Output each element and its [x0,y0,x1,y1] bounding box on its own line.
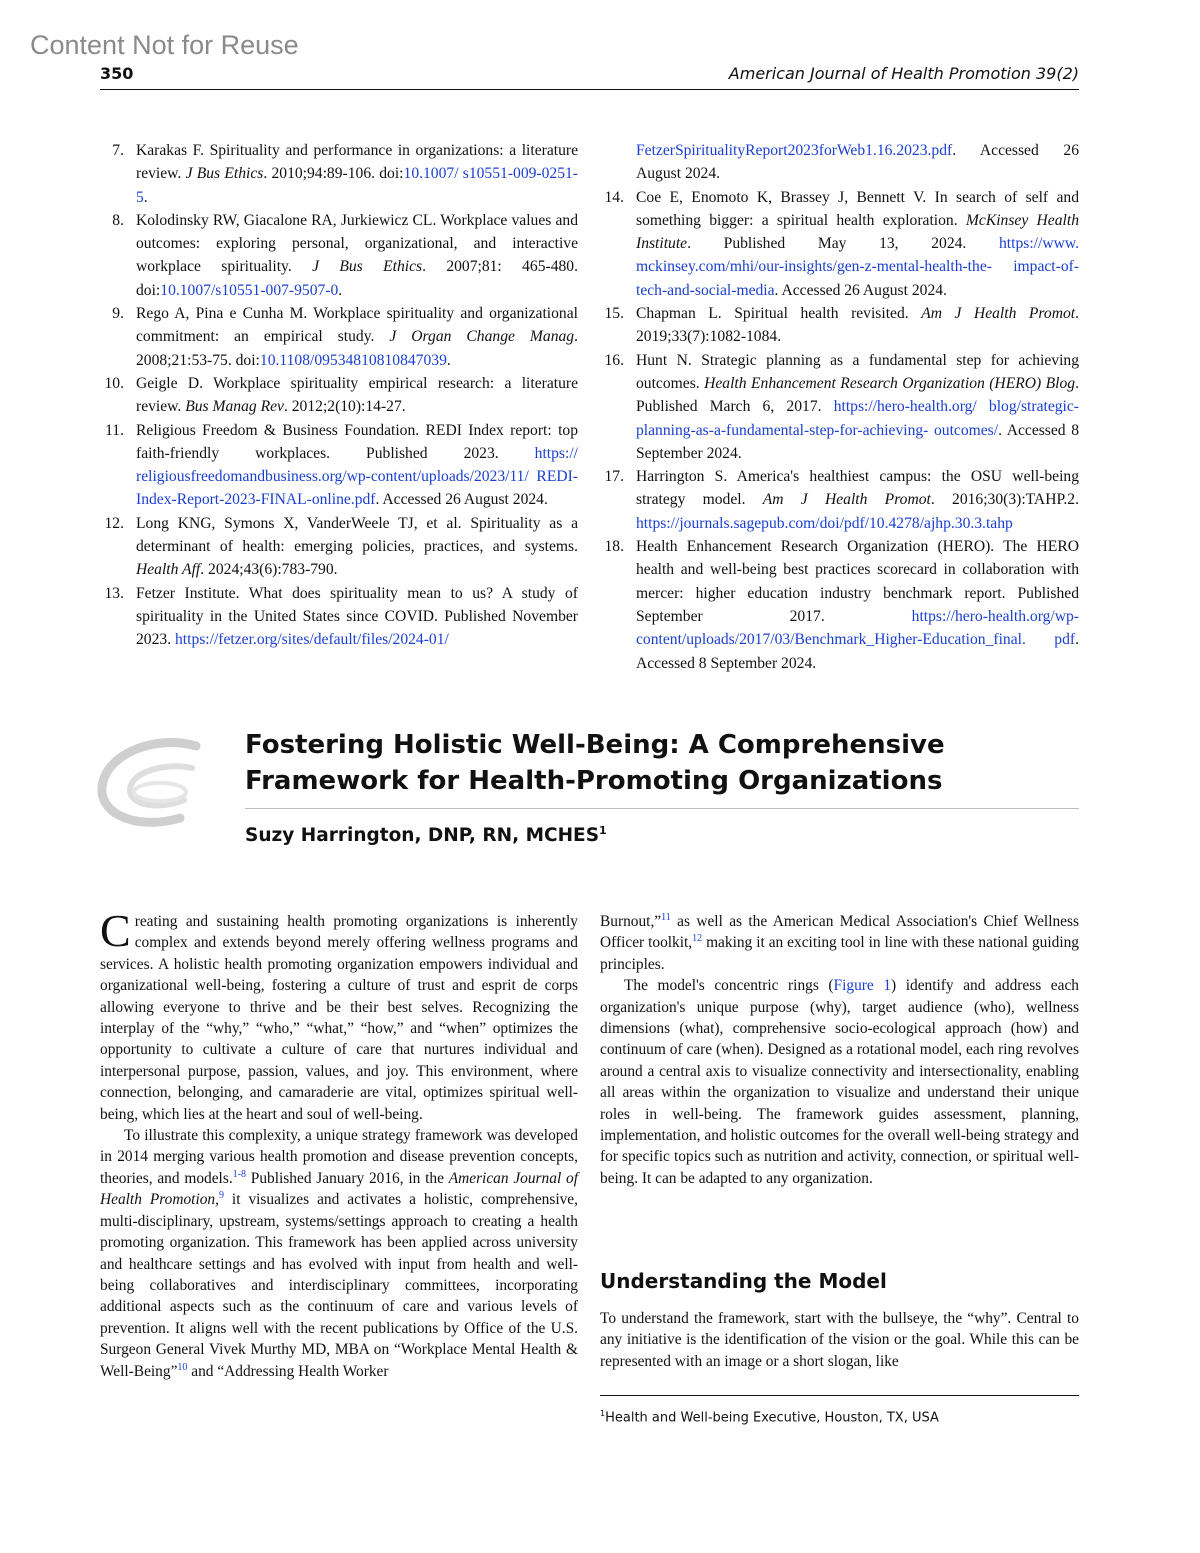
title-rule [245,808,1079,809]
reference-text: . 2019;33(7):1082-1084. [636,305,1079,346]
section-paragraph: To understand the framework, start with the bullseye, the “why”. Central to any initiative is the identification of the vision or the goal. While this can be represented with an image or a short slogan, like [600,1310,1079,1370]
reference-text: Long KNG, Symons X, VanderWeele TJ, et al. Spirituality as a determinant of health: emerging policies, practices, and systems. [136,514,578,556]
citation-link[interactable]: 11 [661,911,671,923]
text-span: The model's concentric rings ( [624,977,834,995]
reference-text: . Published March 6, 2017. [636,374,1079,416]
text-span: Published January 2016, in the [246,1169,449,1187]
reference-link[interactable]: https://hero-health.org/ blog/strategic-planning-as-a-fundamental-step-for-achieving- outcomes/ [636,398,1079,439]
reference-number: 15. [604,305,624,323]
reference-number: 11. [105,421,124,439]
reference-item [100,582,578,652]
reference-link[interactable]: 10.1108/09534810810847039 [259,351,447,369]
journal-name: American Journal of Health Promotion, [100,1169,578,1209]
reference-link[interactable]: 10.1007/s10551-007-9507-0 [160,281,339,299]
reference-journal: Health Aff [136,561,201,579]
watermark: Content Not for Reuse [30,30,299,60]
reference-text: Chapman L. Spiritual health revisited. [636,305,922,323]
reference-text: . Accessed 26 August 2024. [636,142,1079,183]
reference-number: 7. [112,142,124,159]
text-span: making it an exciting tool in line with these national guiding principles. [600,934,1079,973]
reference-text: . [446,351,451,369]
reference-item [600,535,1079,675]
reference-link[interactable]: 10.1007/ s10551-009-0251-5 [136,165,578,206]
reference-item [600,349,1079,465]
author-affiliation-marker: 1 [599,824,607,837]
reference-number: 12. [104,514,124,532]
reference-journal: Health Enhancement Research Organization (HERO) Blog [704,374,1076,392]
section-heading: Understanding the Model [600,1269,887,1293]
reference-text: Rego A, Pina e Cunha M. Workplace spirituality and organizational commitment: an empirical study. [136,305,578,346]
reference-text: Geigle D. Workplace spirituality empirical research: a literature review. [136,374,578,416]
reference-text: . 2016;30(3):TAHP.2. [930,491,1079,509]
reference-journal: McKinsey Health Institute [636,211,1079,253]
reference-number: 14. [604,188,624,206]
framework-paragraph [100,1125,578,1382]
text-span: as well as the American Medical Association's Chief Wellness Officer toolkit, [600,913,1079,952]
reference-text: . [338,281,343,299]
affiliation-footnote [600,1409,939,1425]
reference-journal: J Bus Ethics [312,258,423,276]
reference-link[interactable]: FetzerSpiritualityReport2023forWeb1.16.2023.pdf [636,142,953,159]
journal-title: American Journal of Health Promotion 39(2) [728,64,1079,83]
reference-item [600,139,1079,186]
reference-number: 18. [604,538,624,556]
article-title-line-2: Framework for Health-Promoting Organizations [245,766,943,796]
reference-text: Hunt N. Strategic planning as a fundamental step for achieving outcomes. [636,351,1079,392]
reference-number: 13. [104,584,124,602]
page-number: 350 [100,64,134,83]
body-left-column [100,905,578,1382]
reference-text: Coe E, Enomoto K, Brassey J, Bennett V. In search of self and something bigger: a spiritual health exploration. [636,188,1079,229]
reference-text: Harrington S. America's healthiest campus: the OSU well-being strategy model. [636,468,1079,509]
references-left-column [100,139,578,652]
reference-text: Karakas F. Spirituality and performance in organizations: a literature review. [136,142,578,183]
reference-text: . Accessed 8 September 2024. [636,631,1079,672]
reference-text: . 2007;81: 465-480. doi: [136,258,578,299]
reference-number: 17. [604,468,624,486]
reference-text: . Accessed 26 August 2024. [774,281,947,299]
article-title [245,727,1005,799]
references-right-column [600,139,1079,675]
citation-link[interactable]: 10 [177,1361,188,1373]
reference-item [100,209,578,302]
text-span: ) identify and address each organization's unique purpose (why), target audience (who), wellness dimensions (what), comprehensive socio-ecological approach (how) and continuum of care (when). Designed as a rotational model, each ring revolves around a central axis to visualize connectivity and intersectionality, enabling all areas within the organization to visualize and understand their unique roles in well-being. The framework guides assessment, planning, implementation, and holistic outcomes for the overall well-being strategy and for specific topics such as nutrition and activity, connection, or spiritual well-being. It can be adapted to any organization. [600,977,1079,1187]
reference-number: 16. [604,351,624,369]
article-author [245,824,607,846]
figure-1-link[interactable]: Figure 1 [833,977,892,995]
reference-text: . 2008;21:53-75. doi: [136,328,578,369]
reference-text: . [143,188,148,206]
reference-item [600,302,1079,349]
reference-item [100,512,578,582]
reference-link[interactable]: https:// religiousfreedomandbusiness.org/wp-content/uploads/2023/11/ REDI-Index-Report-2023-FINAL-online.pdf [136,444,578,509]
reference-text: . Accessed 8 September 2024. [636,421,1079,462]
reference-text: . 2012;2(10):14-27. [283,398,406,416]
drop-cap: C [100,905,131,956]
footnote-marker: 1 [600,1409,606,1418]
reference-link[interactable]: https://journals.sagepub.com/doi/pdf/10.4278/ajhp.30.3.tahp [636,514,1013,532]
author-name: Suzy Harrington, DNP, RN, MCHES [245,825,600,847]
citation-link[interactable]: 9 [218,1190,224,1202]
text-span: To illustrate this complexity, a unique strategy framework was developed in 2014 merging various health promotion and disease prevention concepts, theories, and models. [100,1127,578,1187]
reference-number: 9. [112,305,124,323]
reference-item [600,465,1079,535]
reference-journal: J Bus Ethics [185,165,264,183]
reference-item [100,302,578,372]
reference-journal: J Organ Change Manag [389,328,575,346]
header-rule [100,89,1079,90]
body-right-column [600,911,1079,1189]
reference-text: Religious Freedom & Business Foundation. REDI Index report: top faith-friendly workplaces. Published 2023. [136,421,578,462]
intro-paragraph [100,905,578,1125]
reference-link[interactable]: https://hero-health.org/wp- content/uploads/2017/03/Benchmark_Higher-Education_final. pdf [636,607,1079,649]
reference-text: Health Enhancement Research Organization (HERO). The HERO health and well-being best practices scorecard in collaboration with mercer: higher education industry benchmark report. Published September 2017. [636,538,1079,625]
intro-text: reating and sustaining health promoting organizations is inherently complex and extends beyond merely offering wellness programs and services. A holistic health promoting organization empowers individual and organizational well-being, fostering a culture of trust and esprit de corps allowing everyone to thrive and be their best selves. Recognizing the interplay of the “why,” “who,” “what,” “how,” and “when” optimizes the opportunity to cultivate a culture of care that nurtures individual and interpersonal purpose, passion, values, and joy. This environment, where connection, belonging, and camaraderie are vital, optimizes spiritual well-being, which lies at the heart and soul of well-being. [100,913,578,1123]
reference-text: . Accessed 26 August 2024. [375,491,548,509]
reference-journal: Am J Health Promot [921,305,1076,323]
reference-link[interactable]: https://www. mckinsey.com/mhi/our-insights/gen-z-mental-health-the- impact-of-tech-and-social-media [636,235,1079,299]
reference-number: 10. [104,374,124,392]
citation-link[interactable]: 1-8 [232,1168,247,1180]
reference-link[interactable]: https://fetzer.org/sites/default/files/2024-01/ [174,631,449,649]
reference-text: Kolodinsky RW, Giacalone RA, Jurkiewicz CL. Workplace values and outcomes: exploring personal, organizational, and interactive workplace spirituality. [136,211,578,276]
footnote-text: Health and Well-being Executive, Houston, TX, USA [605,1410,939,1426]
reference-text: . 2024;43(6):783-790. [200,561,338,579]
text-span: and “Addressing Health Worker [187,1362,389,1380]
continuation-paragraph [600,911,1079,975]
reference-text: . 2010;94:89-106. doi: [263,165,404,183]
footnote-rule [600,1395,1079,1396]
text-span: it visualizes and activates a holistic, comprehensive, multi-disciplinary, upstream, systems/settings approach to creating a health promoting organization. This framework has been applied across university and healthcare settings and has evolved with input from health and well-being collaboratives and interdisciplinary committees, incorporating additional aspects such as the continuum of care and various levels of prevention. It aligns well with the recent publications by Office of the U.S. Surgeon General Vivek Murthy MD, MBA on “Workplace Mental Health & Well-Being” [100,1191,578,1380]
reference-text: . Published May 13, 2024. [687,235,999,253]
reference-item [100,419,578,512]
reference-journal: Am J Health Promot [762,491,931,509]
article-title-line-1: Fostering Holistic Well-Being: A Comprehensive [245,730,945,760]
citation-link[interactable]: 12 [692,933,703,945]
text-span: Burnout,” [600,913,662,930]
reference-number: 8. [112,211,124,229]
journal-swirl-logo [96,738,216,828]
reference-item [600,186,1079,302]
reference-text: Fetzer Institute. What does spirituality mean to us? A study of spirituality in the United States since COVID. Published November 2023. [136,584,578,649]
reference-item [100,139,578,209]
rings-paragraph [600,975,1079,1189]
reference-journal: Bus Manag Rev [185,398,284,416]
reference-item [100,372,578,419]
